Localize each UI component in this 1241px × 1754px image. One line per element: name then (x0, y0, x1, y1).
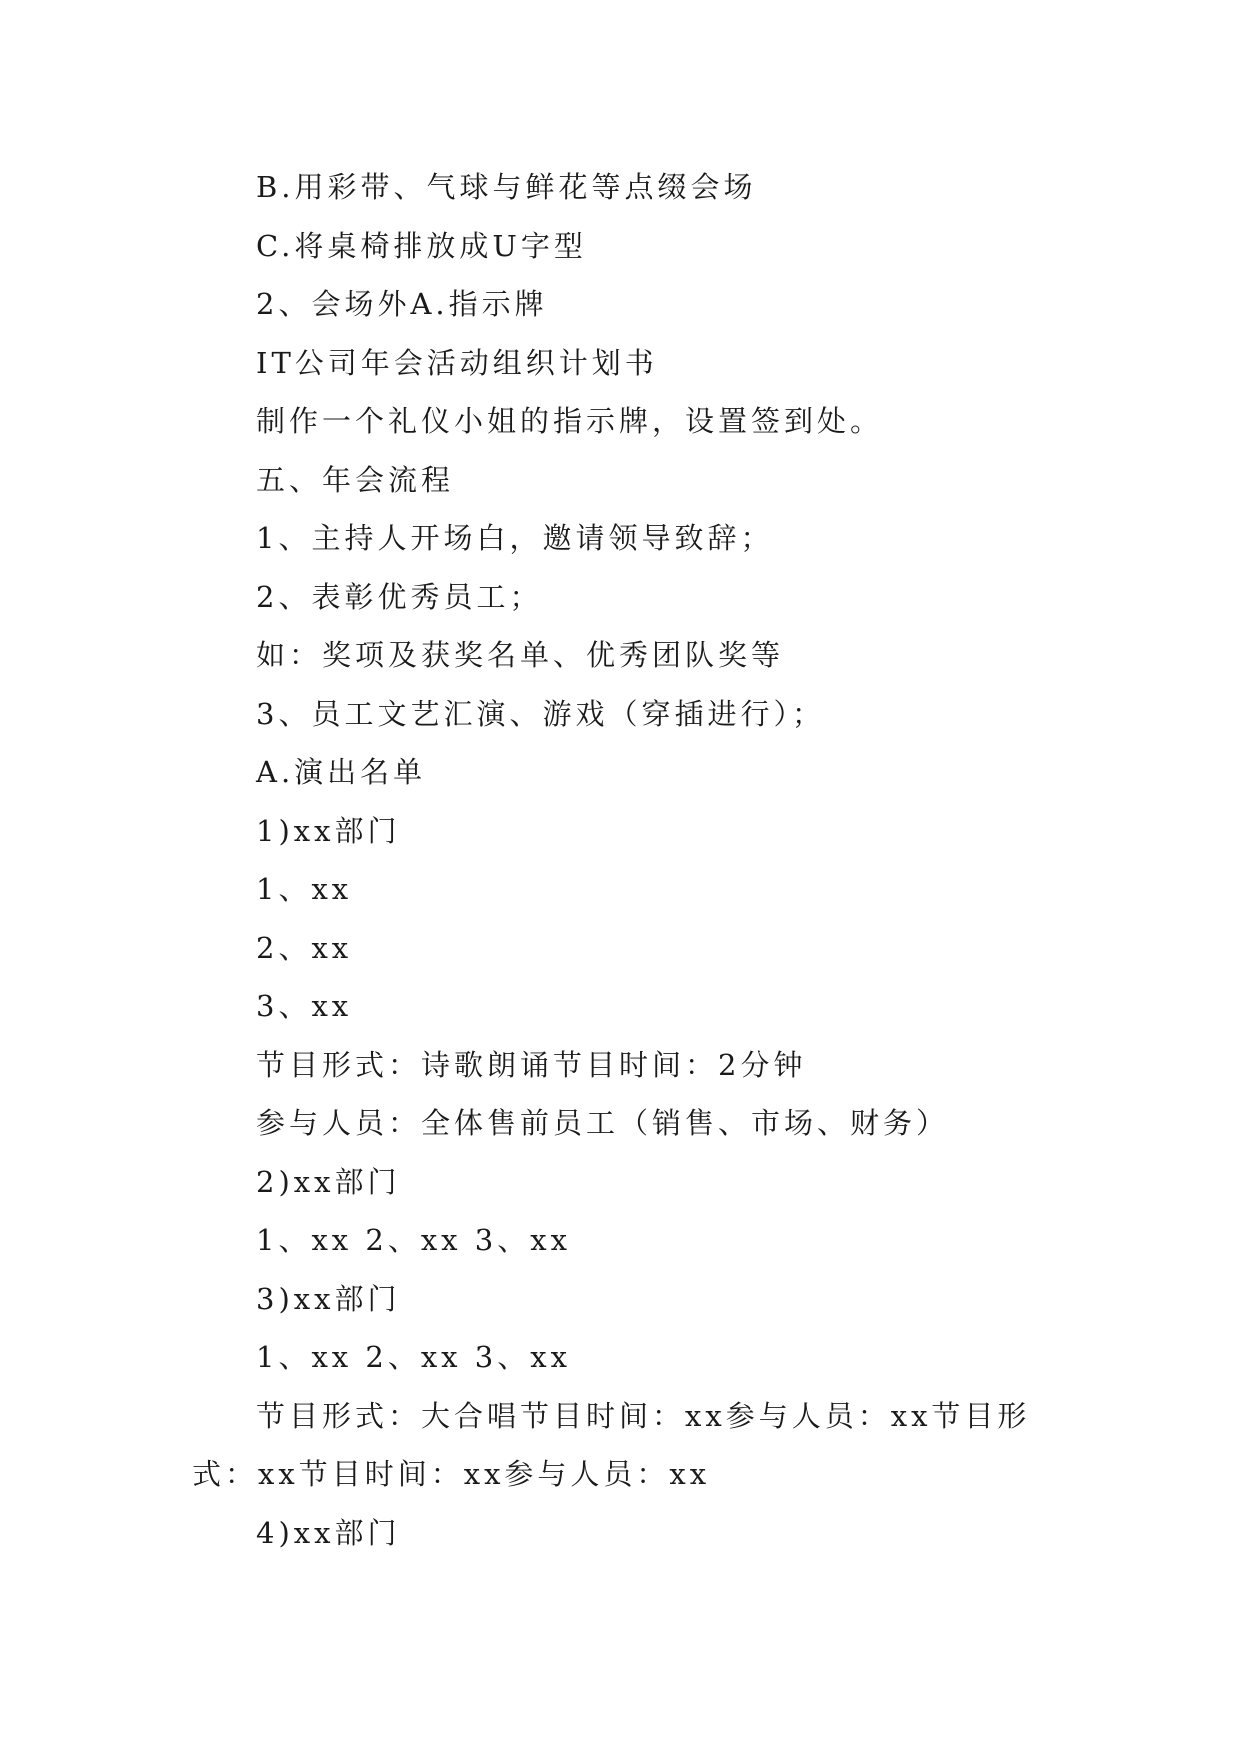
text-line-signboard: 制作一个礼仪小姐的指示牌，设置签到处。 (256, 404, 884, 438)
text-line-dept-3-items: 1、xx 2、xx 3、xx (256, 1340, 571, 1374)
text-line-item-1: 1、xx (256, 872, 353, 906)
document-body (192, 158, 1062, 1562)
text-line-performance-list: A.演出名单 (256, 755, 427, 789)
document-heading: IT公司年会活动组织计划书 (256, 345, 658, 380)
text-line-decoration-b: B.用彩带、气球与鲜花等点缀会场 (256, 170, 757, 204)
text-line-dept-3: 3)xx部门 (256, 1281, 401, 1316)
text-line-participants: 参与人员：全体售前员工（销售、市场、财务） (256, 1106, 950, 1140)
text-line-dept-2: 2)xx部门 (256, 1164, 401, 1199)
text-line-awards: 如：奖项及获奖名单、优秀团队奖等 (256, 638, 785, 672)
section-heading-flow: 五、年会流程 (256, 462, 455, 497)
text-line-item-3: 3、xx (256, 989, 353, 1023)
text-line-item-2: 2、xx (256, 930, 353, 965)
text-line-program-form: 节目形式：诗歌朗诵节目时间：2分钟 (256, 1047, 807, 1082)
text-line-decoration-c: C.将桌椅排放成U字型 (256, 228, 587, 263)
text-line-dept-1: 1)xx部门 (256, 813, 401, 848)
text-line-dept-2-items: 1、xx 2、xx 3、xx (256, 1223, 571, 1257)
text-line-outside-venue: 2、会场外A.指示牌 (256, 287, 548, 321)
text-line-flow-3: 3、员工文艺汇演、游戏（穿插进行）； (256, 696, 825, 731)
text-line-dept-4: 4)xx部门 (256, 1515, 401, 1550)
text-line-flow-1: 1、主持人开场白，邀请领导致辞； (256, 521, 774, 555)
text-line-flow-2: 2、表彰优秀员工； (256, 579, 543, 614)
text-paragraph-chorus: 节目形式：大合唱节目时间：xx参与人员：xx节目形式：xx节目时间：xx参与人员：xx (192, 1398, 1031, 1491)
